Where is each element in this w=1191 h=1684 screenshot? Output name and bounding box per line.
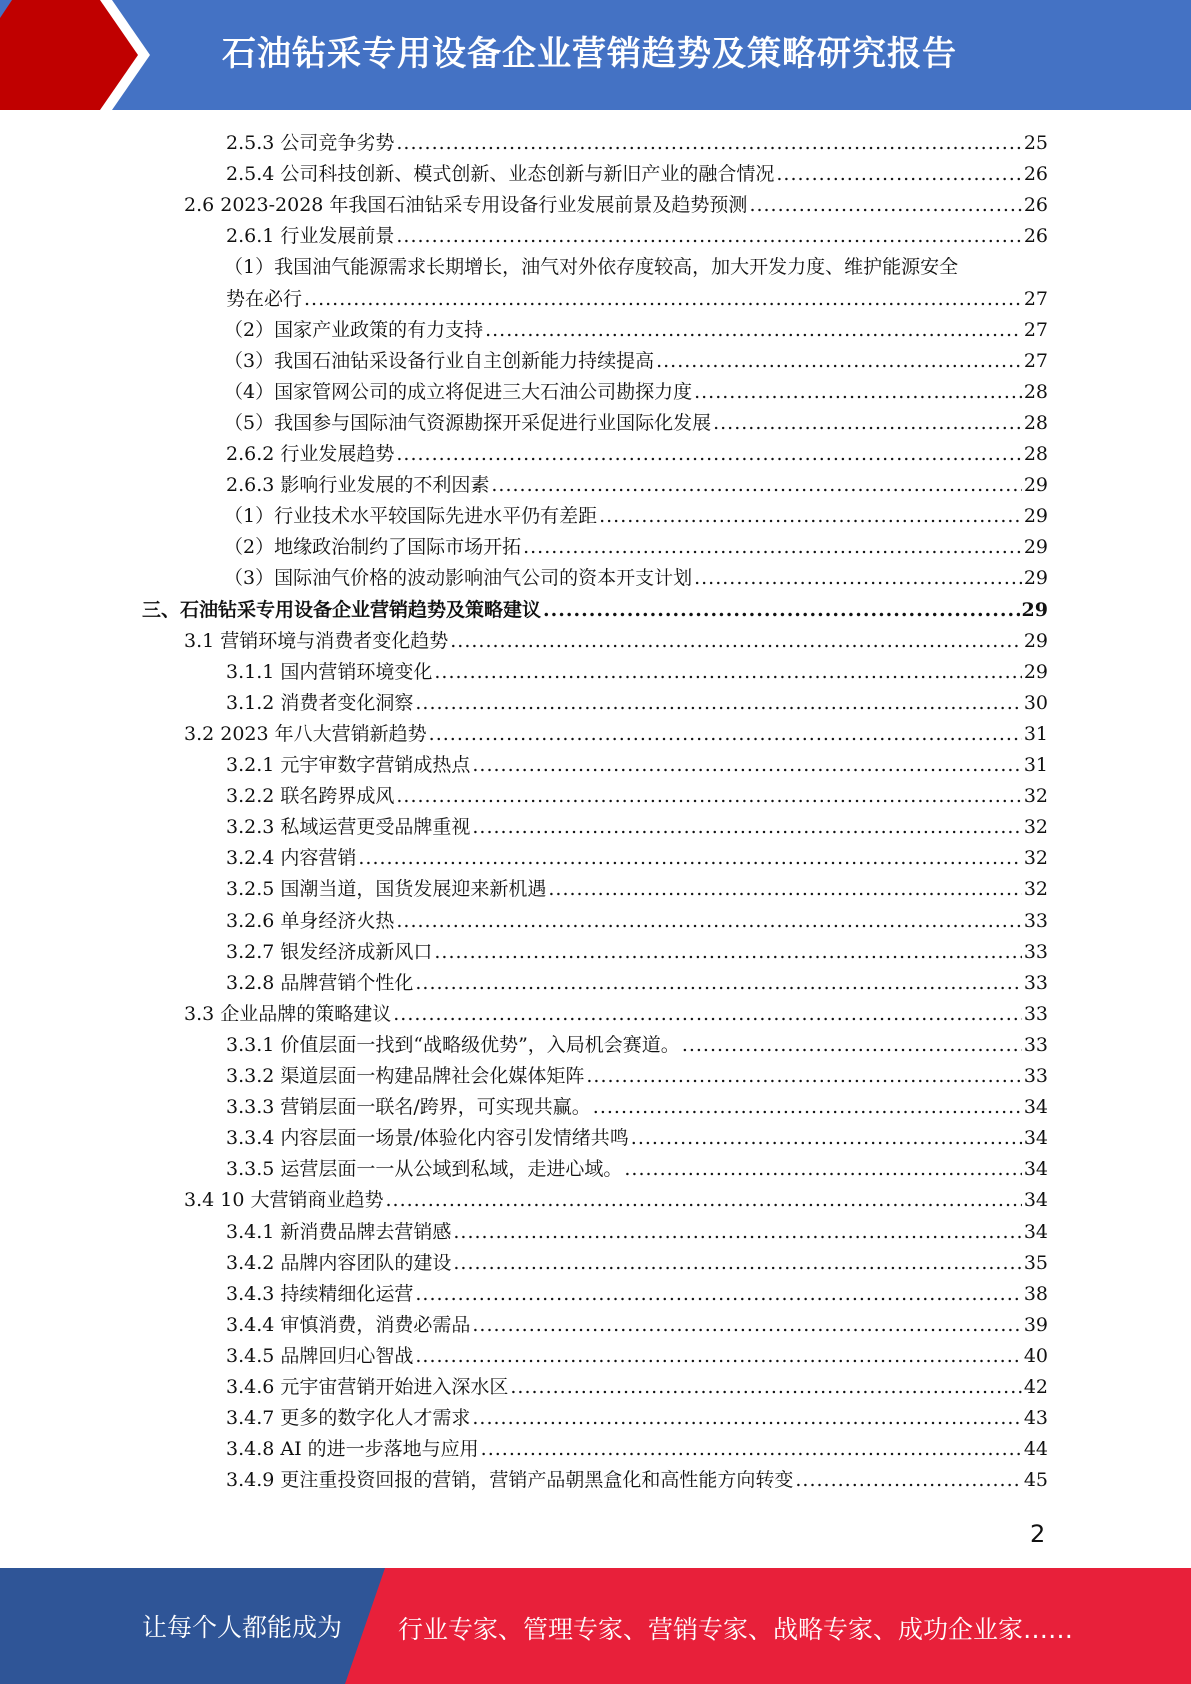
toc-entry[interactable] xyxy=(226,1123,1048,1153)
toc-leader-dots xyxy=(415,1341,1021,1371)
toc-entry-page: 33 xyxy=(1023,910,1048,932)
toc-entry-label: 2.6.3 影响行业发展的不利因素 xyxy=(226,474,490,496)
toc-entry-page: 25 xyxy=(1023,132,1048,154)
toc-leader-dots xyxy=(415,1279,1021,1309)
toc-leader-dots xyxy=(481,1434,1022,1464)
toc-entry[interactable] xyxy=(226,843,1048,873)
page-number: 2 xyxy=(1030,1520,1046,1548)
toc-entry-page: 38 xyxy=(1023,1283,1048,1305)
toc-entry-page: 33 xyxy=(1023,1065,1048,1087)
toc-entry-page: 33 xyxy=(1023,941,1048,963)
toc-leader-dots xyxy=(472,812,1021,842)
toc-entry-label: 2.6.2 行业发展趋势 xyxy=(226,443,395,465)
toc-entry[interactable] xyxy=(184,626,1048,656)
toc-leader-dots xyxy=(713,408,1022,438)
toc-entry-label: （4）国家管网公司的成立将促进三大石油公司勘探力度 xyxy=(224,381,693,403)
toc-leader-dots xyxy=(429,719,1022,749)
toc-entry-label: 3.2.5 国潮当道，国货发展迎来新机遇 xyxy=(226,878,547,900)
toc-leader-dots xyxy=(593,1092,1022,1122)
toc-entry-page: 34 xyxy=(1023,1189,1048,1211)
toc-entry-page: 32 xyxy=(1023,785,1048,807)
toc-entry-page: 27 xyxy=(1023,288,1048,310)
toc-entry-page: 34 xyxy=(1023,1096,1048,1118)
toc-leader-dots xyxy=(453,1217,1021,1247)
toc-entry-page: 27 xyxy=(1023,319,1048,341)
header-chevron-icon xyxy=(0,0,160,110)
toc-entry-page: 27 xyxy=(1023,350,1048,372)
toc-entry-page: 28 xyxy=(1023,412,1048,434)
toc-entry[interactable] xyxy=(226,159,1048,189)
toc-entry-label: 3.2.6 单身经济火热 xyxy=(226,910,395,932)
toc-entry-label: 3.4.8 AI 的进一步落地与应用 xyxy=(226,1438,479,1460)
toc-entry-page: 40 xyxy=(1023,1345,1048,1367)
toc-entry[interactable] xyxy=(226,470,1048,500)
toc-entry[interactable] xyxy=(184,719,1048,749)
toc-entry-page: 31 xyxy=(1023,754,1048,776)
toc-leader-dots xyxy=(393,999,1022,1029)
toc-leader-dots xyxy=(694,563,1022,593)
toc-entry-page: 39 xyxy=(1023,1314,1048,1336)
toc-entry-page: 29 xyxy=(1023,505,1048,527)
toc-leader-dots xyxy=(776,159,1021,189)
toc-entry[interactable] xyxy=(226,1403,1048,1433)
toc-entry[interactable] xyxy=(224,315,1048,345)
toc-entry[interactable] xyxy=(224,346,1048,376)
toc-entry[interactable] xyxy=(226,1434,1048,1464)
toc-entry-label: 3.3.1 价值层面一找到“战略级优势”，入局机会赛道。 xyxy=(226,1034,680,1056)
toc-entry-label: 3.3.5 运营层面一一从公域到私域，走进心域。 xyxy=(226,1158,623,1180)
toc-entry-label: 3.1.1 国内营销环境变化 xyxy=(226,661,433,683)
toc-entry-page: 33 xyxy=(1023,1003,1048,1025)
toc-entry-page: 33 xyxy=(1023,972,1048,994)
footer-banner xyxy=(0,1568,1191,1684)
toc-entry-text: （1）我国油气能源需求长期增长，油气对外依存度较高，加大开发力度、维护能源安全 xyxy=(224,256,959,278)
toc-entry[interactable] xyxy=(224,501,1048,531)
toc-leader-dots xyxy=(694,377,1022,407)
toc-entry[interactable] xyxy=(184,190,1048,220)
toc-entry-label: 3.4.9 更注重投资回报的营销，营销产品朝黑盒化和高性能方向转变 xyxy=(226,1469,794,1491)
toc-leader-dots xyxy=(795,1465,1021,1495)
toc-entry-label: 3.2.1 元宇审数字营销成热点 xyxy=(226,754,471,776)
toc-leader-dots xyxy=(472,750,1021,780)
toc-entry-page: 35 xyxy=(1023,1252,1048,1274)
toc-entry-page: 29 xyxy=(1023,474,1048,496)
toc-entry[interactable] xyxy=(226,1372,1048,1402)
toc-entry-page: 29 xyxy=(1023,536,1048,558)
toc-entry-page: 32 xyxy=(1023,847,1048,869)
toc-entry[interactable] xyxy=(226,1279,1048,1309)
toc-entry-label: 2.6 2023-2028 年我国石油钻采专用设备行业发展前景及趋势预测 xyxy=(184,194,748,216)
toc-entry-page: 33 xyxy=(1023,1034,1048,1056)
toc-entry-label: 3.3.3 营销层面一联名/跨界，可实现共赢。 xyxy=(226,1096,591,1118)
toc-entry-label: （1）行业技术水平较国际先进水平仍有差距 xyxy=(224,505,598,527)
header-banner xyxy=(0,0,1191,110)
toc-entry-label: 3.2.3 私域运营更受品牌重视 xyxy=(226,816,471,838)
toc-entry-page: 34 xyxy=(1023,1127,1048,1149)
toc-entry[interactable] xyxy=(184,999,1048,1029)
toc-leader-dots xyxy=(586,1061,1021,1091)
toc-entry-page: 26 xyxy=(1023,163,1048,185)
toc-entry-label: （3）我国石油钻采设备行业自主创新能力持续提高 xyxy=(224,350,655,372)
toc-entry[interactable] xyxy=(224,377,1048,407)
toc-entry-label: 3.4 10 大营销商业趋势 xyxy=(184,1189,384,1211)
toc-entry[interactable] xyxy=(226,750,1048,780)
toc-leader-dots xyxy=(656,346,1022,376)
toc-entry-page: 32 xyxy=(1023,878,1048,900)
toc-leader-dots xyxy=(548,874,1021,904)
toc-entry-label: （2）地缘政治制约了国际市场开拓 xyxy=(224,536,522,558)
toc-entry[interactable] xyxy=(226,874,1048,904)
toc-leader-dots xyxy=(523,532,1022,562)
toc-entry-page: 44 xyxy=(1023,1438,1048,1460)
toc-entry-label: 3.2.2 联名跨界成风 xyxy=(226,785,395,807)
toc-leader-dots xyxy=(396,221,1021,251)
toc-leader-dots xyxy=(434,937,1021,967)
toc-entry-page: 31 xyxy=(1023,723,1048,745)
toc-entry[interactable] xyxy=(226,1217,1048,1247)
toc-entry-page: 28 xyxy=(1023,443,1048,465)
toc-entry[interactable] xyxy=(184,1185,1048,1215)
toc-entry[interactable] xyxy=(226,1248,1048,1278)
toc-entry-label: 3.2.7 银发经济成新风口 xyxy=(226,941,433,963)
toc-entry[interactable] xyxy=(226,906,1048,936)
toc-entry[interactable] xyxy=(226,781,1048,811)
toc-entry-label: 3.1.2 消费者变化洞察 xyxy=(226,692,414,714)
toc-entry-label: 3.4.2 品牌内容团队的建设 xyxy=(226,1252,452,1274)
toc-leader-dots xyxy=(749,190,1021,220)
toc-entry[interactable] xyxy=(226,688,1048,718)
toc-entry-page: 29 xyxy=(1021,599,1048,621)
toc-entry-page: 32 xyxy=(1023,816,1048,838)
toc-entry-label: 2.5.3 公司竞争劣势 xyxy=(226,132,395,154)
toc-leader-dots xyxy=(453,1248,1021,1278)
toc-entry-label: 3.4.7 更多的数字化人才需求 xyxy=(226,1407,471,1429)
toc-entry-page: 45 xyxy=(1023,1469,1048,1491)
toc-entry-label: 3.3 企业品牌的策略建议 xyxy=(184,1003,392,1025)
toc-leader-dots xyxy=(396,781,1021,811)
toc-entry-label: （3）国际油气价格的波动影响油气公司的资本开支计划 xyxy=(224,567,693,589)
toc-entry[interactable] xyxy=(226,1310,1048,1340)
toc-leader-dots xyxy=(358,843,1021,873)
toc-leader-dots xyxy=(385,1185,1021,1215)
toc-leader-dots xyxy=(450,626,1022,656)
toc-entry[interactable] xyxy=(224,408,1048,438)
toc-leader-dots xyxy=(631,1123,1022,1153)
toc-entry[interactable] xyxy=(224,563,1048,593)
toc-entry-label: 3.4.5 品牌回归心智战 xyxy=(226,1345,414,1367)
toc-entry[interactable] xyxy=(226,439,1048,469)
toc-entry[interactable] xyxy=(226,221,1048,251)
toc-entry-label: 3.3.4 内容层面一场景/体验化内容引发情绪共鸣 xyxy=(226,1127,629,1149)
toc-leader-dots xyxy=(543,595,1020,625)
toc-entry[interactable] xyxy=(226,1092,1048,1122)
toc-leader-dots xyxy=(415,688,1021,718)
toc-leader-dots xyxy=(624,1154,1021,1184)
toc-entry-label: 3.1 营销环境与消费者变化趋势 xyxy=(184,630,449,652)
toc-entry-page: 29 xyxy=(1023,567,1048,589)
toc-entry-page: 26 xyxy=(1023,194,1048,216)
toc-leader-dots xyxy=(304,284,1022,314)
toc-entry-label: 3.2 2023 年八大营销新趋势 xyxy=(184,723,427,745)
toc-entry[interactable] xyxy=(226,1154,1048,1184)
toc-entry-page: 42 xyxy=(1023,1376,1048,1398)
toc-entry-label: 2.5.4 公司科技创新、模式创新、业态创新与新旧产业的融合情况 xyxy=(226,163,775,185)
toc-entry-page: 34 xyxy=(1023,1158,1048,1180)
toc-entry-label: 3.2.8 品牌营销个性化 xyxy=(226,972,414,994)
toc-leader-dots xyxy=(434,657,1021,687)
toc-entry[interactable] xyxy=(226,1030,1048,1060)
toc-leader-dots xyxy=(415,968,1021,998)
toc-entry-label: 3.4.4 审慎消费，消费必需品 xyxy=(226,1314,471,1336)
toc-entry[interactable] xyxy=(226,1465,1048,1495)
toc-leader-dots xyxy=(396,128,1021,158)
toc-leader-dots xyxy=(396,439,1021,469)
toc-entry[interactable] xyxy=(226,812,1048,842)
toc-entry[interactable] xyxy=(226,657,1048,687)
toc-leader-dots xyxy=(472,1403,1021,1433)
footer-slogan-right: 行业专家、管理专家、营销专家、战略专家、成功企业家…… xyxy=(398,1615,1074,1644)
toc-entry[interactable] xyxy=(226,1061,1048,1091)
toc-leader-dots xyxy=(599,501,1022,531)
toc-leader-dots xyxy=(510,1372,1021,1402)
toc-entry[interactable] xyxy=(226,284,1048,314)
toc-entry-label: 2.6.1 行业发展前景 xyxy=(226,225,395,247)
toc-entry-label: 3.4.3 持续精细化运营 xyxy=(226,1283,414,1305)
toc-entry[interactable] xyxy=(226,937,1048,967)
toc-entry-page: 43 xyxy=(1023,1407,1048,1429)
toc-entry[interactable] xyxy=(142,595,1048,625)
toc-entry-label: 势在必行 xyxy=(226,288,303,310)
toc-entry-page: 34 xyxy=(1023,1221,1048,1243)
toc-entry-page: 26 xyxy=(1023,225,1048,247)
toc-entry-label: （5）我国参与国际油气资源勘探开采促进行业国际化发展 xyxy=(224,412,712,434)
toc-entry[interactable] xyxy=(224,532,1048,562)
toc-leader-dots xyxy=(485,315,1022,345)
toc-entry-page: 29 xyxy=(1023,630,1048,652)
toc-leader-dots xyxy=(396,906,1021,936)
toc-entry[interactable] xyxy=(226,1341,1048,1371)
toc-entry-page: 30 xyxy=(1023,692,1048,714)
toc-entry-label: （2）国家产业政策的有力支持 xyxy=(224,319,484,341)
toc-entry-label: 三、石油钻采专用设备企业营销趋势及策略建议 xyxy=(142,599,542,621)
toc-entry-label: 3.3.2 渠道层面一构建品牌社会化媒体矩阵 xyxy=(226,1065,585,1087)
toc-entry-label: 3.2.4 内容营销 xyxy=(226,847,357,869)
toc-entry-page: 28 xyxy=(1023,381,1048,403)
toc-leader-dots xyxy=(472,1310,1021,1340)
toc-entry[interactable] xyxy=(226,128,1048,158)
report-title: 石油钻采专用设备企业营销趋势及策略研究报告 xyxy=(222,34,957,74)
toc-leader-dots xyxy=(491,470,1021,500)
toc-entry[interactable] xyxy=(226,968,1048,998)
toc-entry-label: 3.4.6 元宇宙营销开始进入深水区 xyxy=(226,1376,509,1398)
toc-leader-dots xyxy=(682,1030,1022,1060)
toc-entry-page: 29 xyxy=(1023,661,1048,683)
footer-slogan-left: 让每个人都能成为 xyxy=(142,1613,343,1642)
toc-entry-label: 3.4.1 新消费品牌去营销感 xyxy=(226,1221,452,1243)
